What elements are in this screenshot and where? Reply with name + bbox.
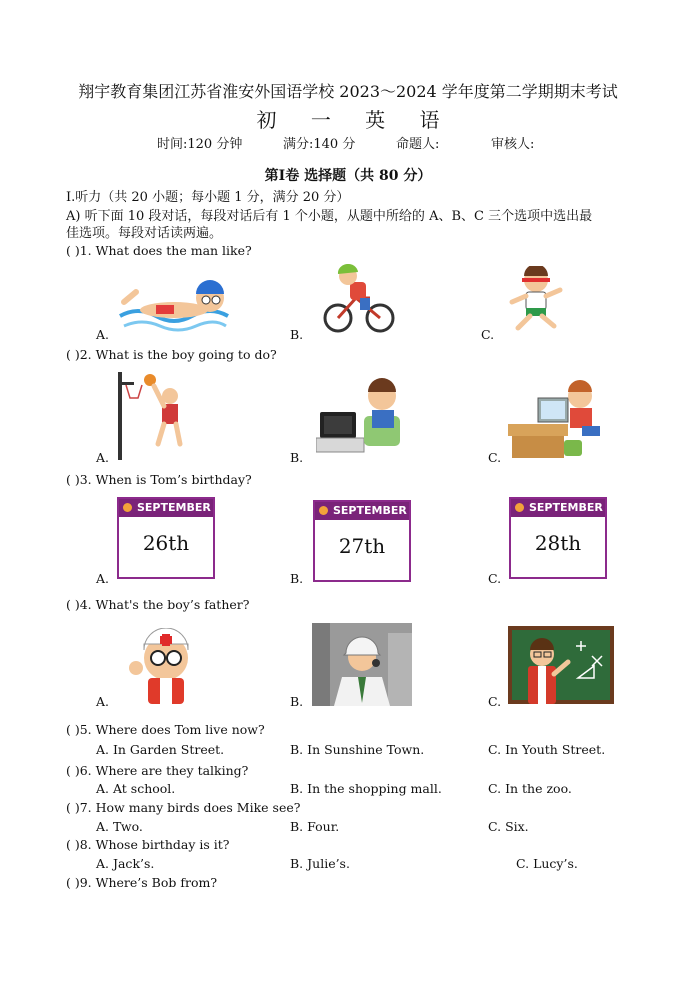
exam-school-title: 翔宇教育集团江苏省淮安外国语学校 2023～2024 学年度第二学期期末考试 (78, 82, 618, 101)
q4-option-c-label: C. (488, 694, 502, 709)
calendar-c (509, 497, 607, 579)
calendar-day: 26th (142, 531, 190, 555)
question-9: ( )9. Where’s Bob from? (66, 875, 218, 890)
q4-option-b-label: B. (290, 694, 304, 709)
teacher-image (508, 626, 614, 708)
question-7: ( )7. How many birds does Mike see? (66, 800, 301, 815)
question-4: ( )4. What's the boy’s father? (66, 597, 250, 612)
part-title: Ⅰ.听力（共 20 小题；每小题 1 分，满分 20 分） (66, 190, 350, 205)
exam-setter: 命题人: (396, 137, 440, 152)
calendar-a (117, 497, 215, 579)
calendar-b (313, 500, 411, 582)
calendar-day: 27th (338, 534, 386, 558)
question-5: ( )5. Where does Tom live now? (66, 722, 265, 737)
subject-char: 英 (365, 108, 386, 132)
exam-score: 满分:140 分 (283, 137, 356, 152)
q4-option-a-label: A. (96, 694, 110, 709)
engineer-image (312, 623, 412, 706)
cycling-boy-image (322, 264, 396, 334)
subject-char: 语 (419, 108, 440, 132)
q7-option-a: A. Two. (96, 819, 143, 834)
q1-option-a-label: A. (96, 327, 110, 342)
question-3: ( )3. When is Tom’s birthday? (66, 472, 252, 487)
q5-option-a: A. In Garden Street. (96, 742, 225, 757)
q3-option-b-label: B. (290, 571, 304, 586)
q8-option-a: A. Jack’s. (96, 856, 155, 871)
swimming-man-image (118, 272, 230, 334)
boy-using-computer-image (508, 374, 600, 462)
q1-option-c-label: C. (481, 327, 495, 342)
q2-option-a-label: A. (96, 450, 110, 465)
q6-option-b: B. In the shopping mall. (290, 781, 442, 796)
question-6: ( )6. Where are they talking? (66, 763, 249, 778)
exam-reviewer: 审核人: (491, 137, 535, 152)
subject-char: 一 (310, 108, 331, 132)
q2-option-b-label: B. (290, 450, 304, 465)
q5-option-b: B. In Sunshine Town. (290, 742, 425, 757)
calendar-month: SEPTEMBER (511, 499, 605, 517)
exam-subject-title (0, 104, 696, 133)
boy-watching-tv-image (316, 376, 406, 456)
running-boy-image (504, 266, 568, 332)
question-8: ( )8. Whose birthday is it? (66, 837, 230, 852)
section-title: 第Ⅰ卷 选择题（共 80 分） (264, 168, 432, 184)
calendar-day: 28th (534, 531, 582, 555)
q5-option-c: C. In Youth Street. (488, 742, 606, 757)
q3-option-a-label: A. (96, 571, 110, 586)
q7-option-c: C. Six. (488, 819, 529, 834)
exam-time: 时间:120 分钟 (157, 137, 243, 152)
q8-option-c: C. Lucy’s. (516, 856, 578, 871)
part-a-instructions-cont: 佳选项。每段对话读两遍。 (66, 226, 223, 241)
basketball-boy-image (118, 372, 192, 462)
subject-char: 初 (256, 108, 277, 132)
q6-option-a: A. At school. (96, 781, 176, 796)
calendar-month: SEPTEMBER (315, 502, 409, 520)
question-1: ( )1. What does the man like? (66, 243, 252, 258)
q7-option-b: B. Four. (290, 819, 340, 834)
question-2: ( )2. What is the boy going to do? (66, 347, 277, 362)
q6-option-c: C. In the zoo. (488, 781, 572, 796)
doctor-image (124, 628, 204, 706)
q1-option-b-label: B. (290, 327, 304, 342)
part-a-instructions: A) 听下面 10 段对话，每段对话后有 1 个小题，从题中所给的 A、B、C 三个选项中选出最 (66, 209, 593, 224)
q3-option-c-label: C. (488, 571, 502, 586)
q2-option-c-label: C. (488, 450, 502, 465)
q8-option-b: B. Julie’s. (290, 856, 350, 871)
calendar-month: SEPTEMBER (119, 499, 213, 517)
